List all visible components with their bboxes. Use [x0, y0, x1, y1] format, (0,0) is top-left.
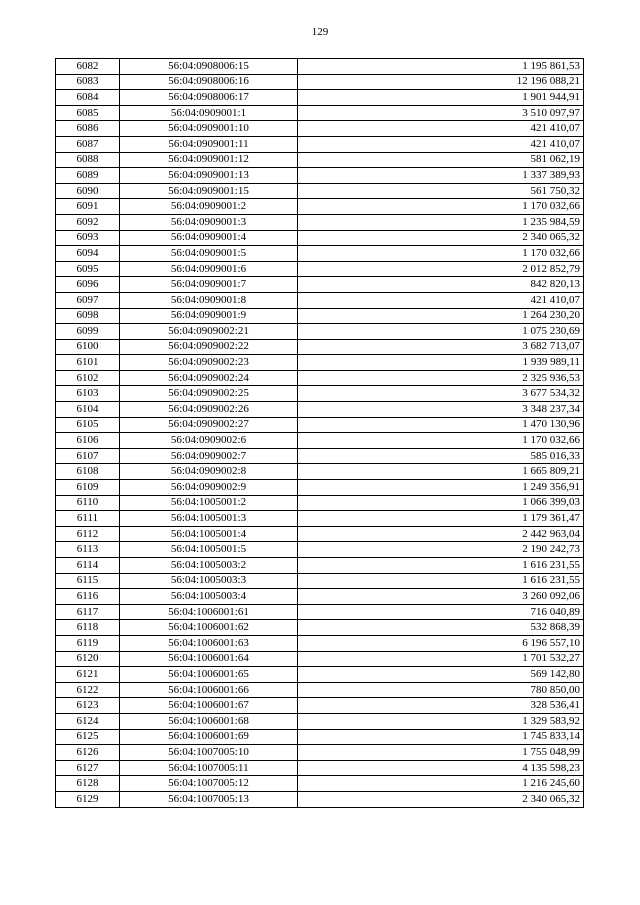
cadastral-number-cell: 56:04:0909001:8	[120, 292, 298, 308]
table-row	[56, 682, 584, 698]
table-row	[56, 620, 584, 636]
cadastral-value-cell: 842 820,13	[298, 277, 584, 293]
cadastral-value-cell: 585 016,33	[298, 448, 584, 464]
table-row	[56, 729, 584, 745]
row-number-cell: 6126	[56, 745, 120, 761]
row-number-cell: 6103	[56, 386, 120, 402]
cadastral-number-cell: 56:04:0909001:6	[120, 261, 298, 277]
row-number-cell: 6085	[56, 105, 120, 121]
cadastral-number-cell: 56:04:1005003:2	[120, 558, 298, 574]
cadastral-value-cell: 1 170 032,66	[298, 246, 584, 262]
table-row	[56, 745, 584, 761]
cadastral-number-cell: 56:04:0909001:10	[120, 121, 298, 137]
table-row	[56, 90, 584, 106]
cadastral-value-cell: 1 195 861,53	[298, 59, 584, 75]
table-row	[56, 199, 584, 215]
cadastral-number-cell: 56:04:1006001:65	[120, 667, 298, 683]
table-row	[56, 542, 584, 558]
table-row	[56, 526, 584, 542]
cadastral-number-cell: 56:04:0909001:7	[120, 277, 298, 293]
cadastral-value-cell: 1 216 245,60	[298, 776, 584, 792]
row-number-cell: 6086	[56, 121, 120, 137]
cadastral-value-cell: 2 340 065,32	[298, 791, 584, 807]
row-number-cell: 6114	[56, 558, 120, 574]
cadastral-value-cell: 421 410,07	[298, 121, 584, 137]
cadastral-number-cell: 56:04:1006001:61	[120, 604, 298, 620]
row-number-cell: 6122	[56, 682, 120, 698]
cadastral-value-cell: 1 755 048,99	[298, 745, 584, 761]
table-row	[56, 292, 584, 308]
cadastral-value-cell: 328 536,41	[298, 698, 584, 714]
table-row	[56, 121, 584, 137]
cadastral-value-cell: 1 170 032,66	[298, 433, 584, 449]
cadastral-value-cell: 2 012 852,79	[298, 261, 584, 277]
cadastral-value-cell: 1 616 231,55	[298, 558, 584, 574]
row-number-cell: 6127	[56, 760, 120, 776]
cadastral-value-cell: 1 170 032,66	[298, 199, 584, 215]
cadastral-number-cell: 56:04:0909002:23	[120, 355, 298, 371]
row-number-cell: 6084	[56, 90, 120, 106]
table-row	[56, 776, 584, 792]
row-number-cell: 6082	[56, 59, 120, 75]
cadastral-number-cell: 56:04:0908006:15	[120, 59, 298, 75]
table-row	[56, 370, 584, 386]
cadastral-value-cell: 1 337 389,93	[298, 168, 584, 184]
row-number-cell: 6098	[56, 308, 120, 324]
table-row	[56, 480, 584, 496]
row-number-cell: 6083	[56, 74, 120, 90]
table-row	[56, 105, 584, 121]
cadastral-value-cell: 780 850,00	[298, 682, 584, 698]
table-row	[56, 667, 584, 683]
cadastral-number-cell: 56:04:1006001:64	[120, 651, 298, 667]
table-row	[56, 573, 584, 589]
page-number: 129	[311, 26, 329, 38]
row-number-cell: 6090	[56, 183, 120, 199]
cadastral-number-cell: 56:04:1006001:66	[120, 682, 298, 698]
cadastral-value-cell: 569 142,80	[298, 667, 584, 683]
cadastral-number-cell: 56:04:1007005:12	[120, 776, 298, 792]
table-row	[56, 59, 584, 75]
cadastral-value-cell: 4 135 598,23	[298, 760, 584, 776]
row-number-cell: 6089	[56, 168, 120, 184]
row-number-cell: 6110	[56, 495, 120, 511]
cadastral-value-cell: 1 329 583,92	[298, 713, 584, 729]
cadastral-number-cell: 56:04:0909002:27	[120, 417, 298, 433]
row-number-cell: 6123	[56, 698, 120, 714]
cadastral-number-cell: 56:04:0909001:13	[120, 168, 298, 184]
row-number-cell: 6107	[56, 448, 120, 464]
cadastral-number-cell: 56:04:1007005:10	[120, 745, 298, 761]
table-body	[56, 59, 584, 808]
cadastral-number-cell: 56:04:0909001:15	[120, 183, 298, 199]
cadastral-value-cell: 3 260 092,06	[298, 589, 584, 605]
cadastral-number-cell: 56:04:1006001:62	[120, 620, 298, 636]
row-number-cell: 6097	[56, 292, 120, 308]
table-row	[56, 308, 584, 324]
cadastral-value-cell: 12 196 088,21	[298, 74, 584, 90]
row-number-cell: 6101	[56, 355, 120, 371]
cadastral-value-cell: 1 066 399,03	[298, 495, 584, 511]
row-number-cell: 6113	[56, 542, 120, 558]
row-number-cell: 6119	[56, 635, 120, 651]
cadastral-value-cell: 1 075 230,69	[298, 324, 584, 340]
cadastral-number-cell: 56:04:1005001:4	[120, 526, 298, 542]
cadastral-value-cell: 1 616 231,55	[298, 573, 584, 589]
cadastral-value-cell: 1 249 356,91	[298, 480, 584, 496]
cadastral-number-cell: 56:04:0909001:3	[120, 214, 298, 230]
row-number-cell: 6121	[56, 667, 120, 683]
table-row	[56, 339, 584, 355]
table-row	[56, 713, 584, 729]
cadastral-value-cell: 1 939 989,11	[298, 355, 584, 371]
row-number-cell: 6099	[56, 324, 120, 340]
row-number-cell: 6118	[56, 620, 120, 636]
table-row	[56, 635, 584, 651]
cadastral-value-cell: 532 868,39	[298, 620, 584, 636]
table-row	[56, 277, 584, 293]
table-row	[56, 558, 584, 574]
table-row	[56, 230, 584, 246]
table-row	[56, 651, 584, 667]
table-row	[56, 136, 584, 152]
row-number-cell: 6124	[56, 713, 120, 729]
cadastral-value-cell: 1 745 833,14	[298, 729, 584, 745]
table-row	[56, 152, 584, 168]
cadastral-number-cell: 56:04:1005003:3	[120, 573, 298, 589]
cadastral-number-cell: 56:04:0909002:24	[120, 370, 298, 386]
cadastral-value-cell: 421 410,07	[298, 136, 584, 152]
cadastral-value-cell: 2 325 936,53	[298, 370, 584, 386]
cadastral-number-cell: 56:04:1007005:13	[120, 791, 298, 807]
cadastral-number-cell: 56:04:0909002:6	[120, 433, 298, 449]
table-row	[56, 464, 584, 480]
cadastral-number-cell: 56:04:0909001:1	[120, 105, 298, 121]
cadastral-number-cell: 56:04:1006001:69	[120, 729, 298, 745]
cadastral-number-cell: 56:04:1005003:4	[120, 589, 298, 605]
cadastral-value-cell: 6 196 557,10	[298, 635, 584, 651]
table-row	[56, 511, 584, 527]
cadastral-number-cell: 56:04:0909002:8	[120, 464, 298, 480]
cadastral-value-cell: 3 510 097,97	[298, 105, 584, 121]
table-row	[56, 495, 584, 511]
cadastral-number-cell: 56:04:0909001:4	[120, 230, 298, 246]
row-number-cell: 6092	[56, 214, 120, 230]
table-row	[56, 417, 584, 433]
cadastral-number-cell: 56:04:0909002:21	[120, 324, 298, 340]
table-row	[56, 74, 584, 90]
cadastral-value-cell: 1 179 361,47	[298, 511, 584, 527]
cadastral-value-cell: 2 190 242,73	[298, 542, 584, 558]
table-row	[56, 589, 584, 605]
cadastral-number-cell: 56:04:0909002:22	[120, 339, 298, 355]
cadastral-number-cell: 56:04:0909002:7	[120, 448, 298, 464]
cadastral-value-cell: 3 348 237,34	[298, 402, 584, 418]
cadastral-number-cell: 56:04:0909001:2	[120, 199, 298, 215]
cadastral-value-cell: 1 264 230,20	[298, 308, 584, 324]
row-number-cell: 6104	[56, 402, 120, 418]
row-number-cell: 6128	[56, 776, 120, 792]
table-row	[56, 214, 584, 230]
cadastral-value-cell: 716 040,89	[298, 604, 584, 620]
row-number-cell: 6100	[56, 339, 120, 355]
cadastral-value-cell: 1 901 944,91	[298, 90, 584, 106]
cadastral-number-cell: 56:04:1005001:5	[120, 542, 298, 558]
table-row	[56, 791, 584, 807]
row-number-cell: 6105	[56, 417, 120, 433]
cadastral-value-cell: 2 442 963,04	[298, 526, 584, 542]
row-number-cell: 6094	[56, 246, 120, 262]
table-row	[56, 402, 584, 418]
table-row	[56, 246, 584, 262]
cadastral-number-cell: 56:04:1006001:63	[120, 635, 298, 651]
row-number-cell: 6115	[56, 573, 120, 589]
cadastral-value-cell: 1 235 984,59	[298, 214, 584, 230]
table-row	[56, 433, 584, 449]
row-number-cell: 6087	[56, 136, 120, 152]
cadastral-number-cell: 56:04:0909001:9	[120, 308, 298, 324]
cadastral-value-cell: 1 701 532,27	[298, 651, 584, 667]
cadastral-number-cell: 56:04:0909002:25	[120, 386, 298, 402]
table-row	[56, 168, 584, 184]
table-row	[56, 324, 584, 340]
row-number-cell: 6120	[56, 651, 120, 667]
cadastral-number-cell: 56:04:1005001:3	[120, 511, 298, 527]
table-row	[56, 261, 584, 277]
row-number-cell: 6125	[56, 729, 120, 745]
cadastral-table	[55, 58, 584, 808]
cadastral-number-cell: 56:04:0908006:17	[120, 90, 298, 106]
cadastral-value-cell: 421 410,07	[298, 292, 584, 308]
cadastral-number-cell: 56:04:0909001:5	[120, 246, 298, 262]
cadastral-number-cell: 56:04:0908006:16	[120, 74, 298, 90]
row-number-cell: 6091	[56, 199, 120, 215]
row-number-cell: 6129	[56, 791, 120, 807]
cadastral-number-cell: 56:04:1005001:2	[120, 495, 298, 511]
table-row	[56, 183, 584, 199]
table-row	[56, 760, 584, 776]
table-row	[56, 604, 584, 620]
table-row	[56, 698, 584, 714]
row-number-cell: 6109	[56, 480, 120, 496]
cadastral-number-cell: 56:04:0909002:9	[120, 480, 298, 496]
cadastral-value-cell: 561 750,32	[298, 183, 584, 199]
row-number-cell: 6088	[56, 152, 120, 168]
cadastral-value-cell: 3 682 713,07	[298, 339, 584, 355]
row-number-cell: 6117	[56, 604, 120, 620]
cadastral-value-cell: 1 470 130,96	[298, 417, 584, 433]
row-number-cell: 6116	[56, 589, 120, 605]
cadastral-number-cell: 56:04:1006001:68	[120, 713, 298, 729]
row-number-cell: 6096	[56, 277, 120, 293]
cadastral-number-cell: 56:04:1007005:11	[120, 760, 298, 776]
cadastral-value-cell: 581 062,19	[298, 152, 584, 168]
table-row	[56, 355, 584, 371]
cadastral-value-cell: 2 340 065,32	[298, 230, 584, 246]
cadastral-value-cell: 3 677 534,32	[298, 386, 584, 402]
table-row	[56, 386, 584, 402]
cadastral-number-cell: 56:04:0909001:12	[120, 152, 298, 168]
row-number-cell: 6108	[56, 464, 120, 480]
cadastral-value-cell: 1 665 809,21	[298, 464, 584, 480]
row-number-cell: 6102	[56, 370, 120, 386]
cadastral-number-cell: 56:04:0909001:11	[120, 136, 298, 152]
row-number-cell: 6095	[56, 261, 120, 277]
row-number-cell: 6093	[56, 230, 120, 246]
cadastral-number-cell: 56:04:1006001:67	[120, 698, 298, 714]
row-number-cell: 6106	[56, 433, 120, 449]
row-number-cell: 6111	[56, 511, 120, 527]
table-row	[56, 448, 584, 464]
row-number-cell: 6112	[56, 526, 120, 542]
cadastral-number-cell: 56:04:0909002:26	[120, 402, 298, 418]
